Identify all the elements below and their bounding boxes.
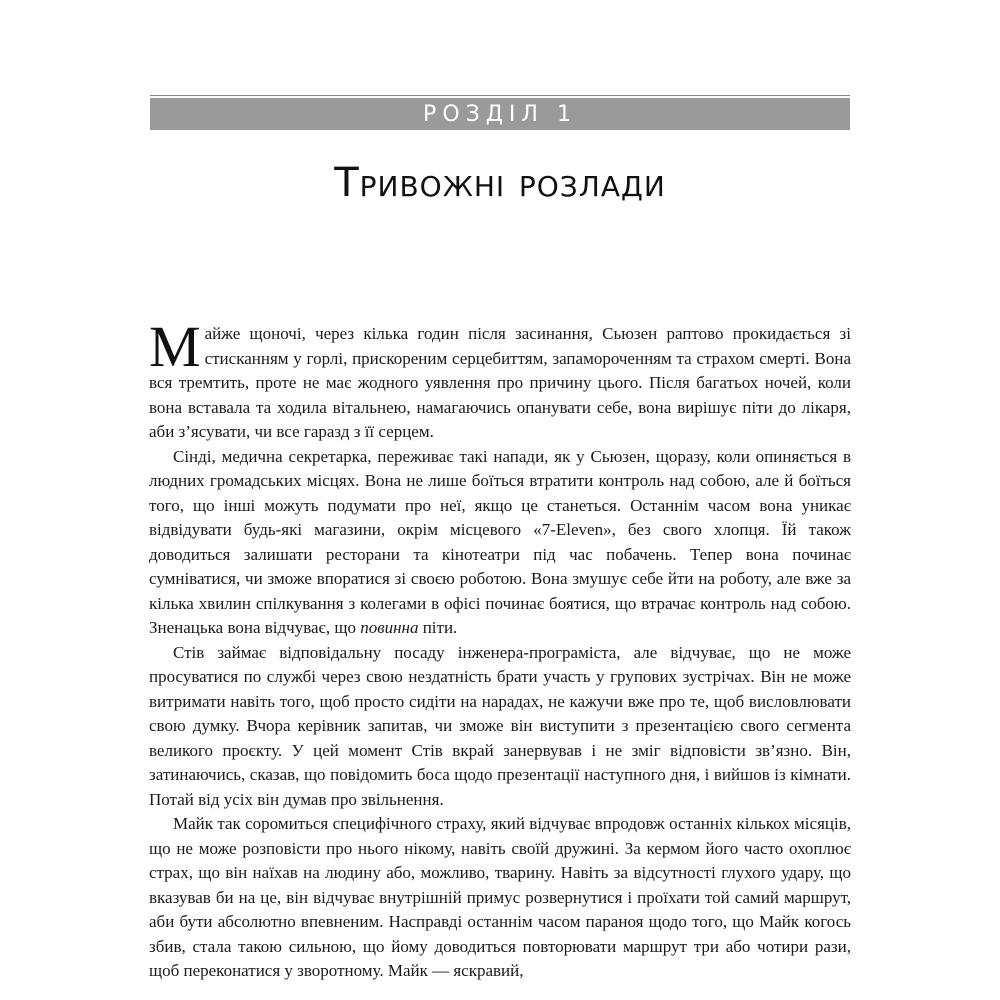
drop-cap: М xyxy=(149,314,201,379)
paragraph-2-end: піти. xyxy=(418,618,458,637)
paragraph-4 xyxy=(149,812,851,984)
paragraph-4-text: Майк так соромиться специфічного страху, який відчуває впродовж останніх кількох місяців, що не може розповісти про нього нікому, навіть своїй дружині. За кермом його часто охоплює страх, що він наїхав на людину або, можливо, тварину. Навіть за відсутності глухого удару, що вказував би на це, він відчуває внутрішній примус розвернутися і проїхати той самий маршрут, аби бути абсолютно впевненим. Насправді останнім часом параноя щодо того, що Майк когось збив, стала такою сильною, що йому доводиться повторювати маршрут три або чотири рази, щоб переконатися у зворотному. Майк — яскравий, xyxy=(149,814,851,980)
paragraph-2 xyxy=(149,445,851,641)
chapter-body xyxy=(149,314,851,984)
chapter-title: Тривожні розлади xyxy=(334,160,666,206)
paragraph-2-emphasis: повинна xyxy=(360,618,419,637)
paragraph-3-text: Стів займає відповідальну посаду інженера-програміста, але відчуває, що не може просуватися по службі через свою нездатність брати участь у групових зустрічах. Він не може витримати навіть того, щоб просто сидіти на нарадах, не кажучи вже про те, щоб висловлювати свою думку. Вчора керівник запитав, чи зможе він виступити з презентацією свого сегмента великого проєкту. У цей момент Стів вкрай занервував і не зміг відповісти зв’язно. Він, затинаючись, сказав, що повідомить боса щодо презентації наступного дня, і вийшов із кімнати. Потай від усіх він думав про звільнення. xyxy=(149,642,851,809)
header-rule xyxy=(150,95,850,96)
paragraph-2-text: Сінді, медична секретарка, переживає такі напади, як у Сьюзен, щоразу, коли опиняється в людних громадських місцях. Вона не лише боїться втратити контроль над собою, але й боїться того, що інші можуть подумати про неї, якщо це станеться. Останнім часом вона уникає відвідувати будь-які магазини, окрім місцевого «7-Eleven», без свого хлопця. Їй також доводиться залишати ресторани та кінотеатри під час побачень. Тепер вона починає сумніватися, чи зможе впоратися зі своєю роботою. Вона змушує себе йти на роботу, але вже за кілька хвилин спілкування з колегами в офісі починає боятися, що втрачає контроль над собою. Зненацька вона відчуває, що xyxy=(149,446,851,637)
chapter-banner xyxy=(150,98,850,130)
paragraph-3 xyxy=(149,641,851,813)
paragraph-1 xyxy=(149,314,851,445)
paragraph-1-text: айже щоночі, через кілька годин після засинання, Сьюзен раптово прокидається зі стисканням у горлі, прискореним серцебиттям, запамороченням та страхом смерті. Вона вся тремтить, проте не має жодного уявлення про причину цього. Після багатьох ночей, коли вона вставала та ходила вітальнею, намагаючись опанувати себе, вона вирішує піти до лікаря, аби з’ясувати, чи все гаразд з її серцем. xyxy=(149,324,851,441)
chapter-label: РОЗДІЛ 1 xyxy=(423,101,577,127)
